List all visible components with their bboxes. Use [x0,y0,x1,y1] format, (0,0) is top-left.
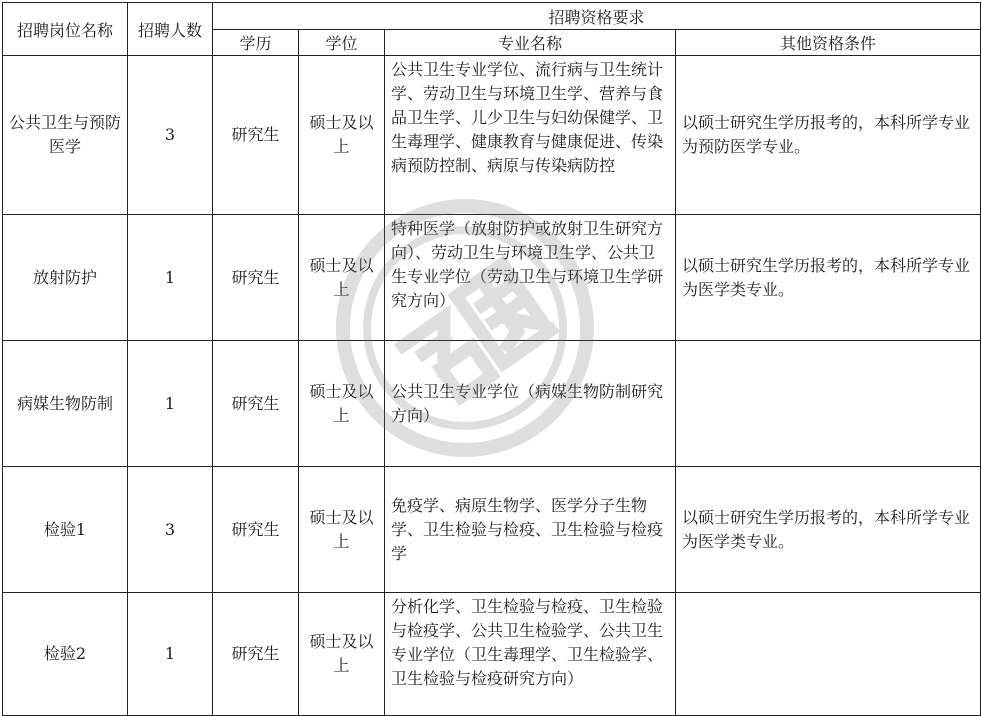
cell-degree: 硕士及以上 [299,341,385,467]
cell-degree: 硕士及以上 [299,593,385,716]
cell-position: 病媒生物防制 [3,341,128,467]
table-row [3,56,981,215]
cell-education: 研究生 [213,215,299,341]
cell-major: 特种医学（放射防护或放射卫生研究方向）、劳动卫生与环境卫生学、公共卫生专业学位（劳动卫生与环境卫生学研究方向） [385,215,676,341]
cell-major: 公共卫生专业学位、流行病与卫生统计学、劳动卫生与环境卫生学、营养与食品卫生学、儿少卫生与妇幼保健学、卫生毒理学、健康教育与健康促进、传染病预防控制、病原与传染病防控 [385,56,676,215]
header-position: 招聘岗位名称 [3,3,128,56]
header-other: 其他资格条件 [676,30,981,56]
table-row [3,215,981,341]
cell-degree: 硕士及以上 [299,56,385,215]
cell-position: 公共卫生与预防医学 [3,56,128,215]
table-row [3,467,981,593]
cell-major: 公共卫生专业学位（病媒生物防制研究方向） [385,341,676,467]
cell-count: 3 [128,56,213,215]
cell-other: 以硕士研究生学历报考的，本科所学专业为预防医学专业。 [676,56,981,215]
cell-other: 以硕士研究生学历报考的，本科所学专业为医学类专业。 [676,467,981,593]
cell-other [676,341,981,467]
recruitment-table [2,2,981,716]
cell-count: 1 [128,593,213,716]
cell-other [676,593,981,716]
cell-major: 免疫学、病原生物学、医学分子生物学、卫生检验与检疫、卫生检验与检疫学 [385,467,676,593]
header-requirements: 招聘资格要求 [213,3,981,30]
cell-education: 研究生 [213,56,299,215]
header-count: 招聘人数 [128,3,213,56]
table-row [3,593,981,716]
cell-position: 检验2 [3,593,128,716]
header-major: 专业名称 [385,30,676,56]
cell-position: 放射防护 [3,215,128,341]
cell-education: 研究生 [213,467,299,593]
cell-degree: 硕士及以上 [299,215,385,341]
cell-count: 3 [128,467,213,593]
cell-education: 研究生 [213,593,299,716]
cell-position: 检验1 [3,467,128,593]
header-education: 学历 [213,30,299,56]
cell-count: 1 [128,215,213,341]
header-degree: 学位 [299,30,385,56]
cell-count: 1 [128,341,213,467]
cell-other: 以硕士研究生学历报考的，本科所学专业为医学类专业。 [676,215,981,341]
cell-degree: 硕士及以上 [299,467,385,593]
cell-education: 研究生 [213,341,299,467]
header-row [3,3,981,30]
cell-major: 分析化学、卫生检验与检疫、卫生检验与检疫学、公共卫生检验学、公共卫生专业学位（卫生毒理学、卫生检验学、卫生检验与检疫研究方向） [385,593,676,716]
table-row [3,341,981,467]
